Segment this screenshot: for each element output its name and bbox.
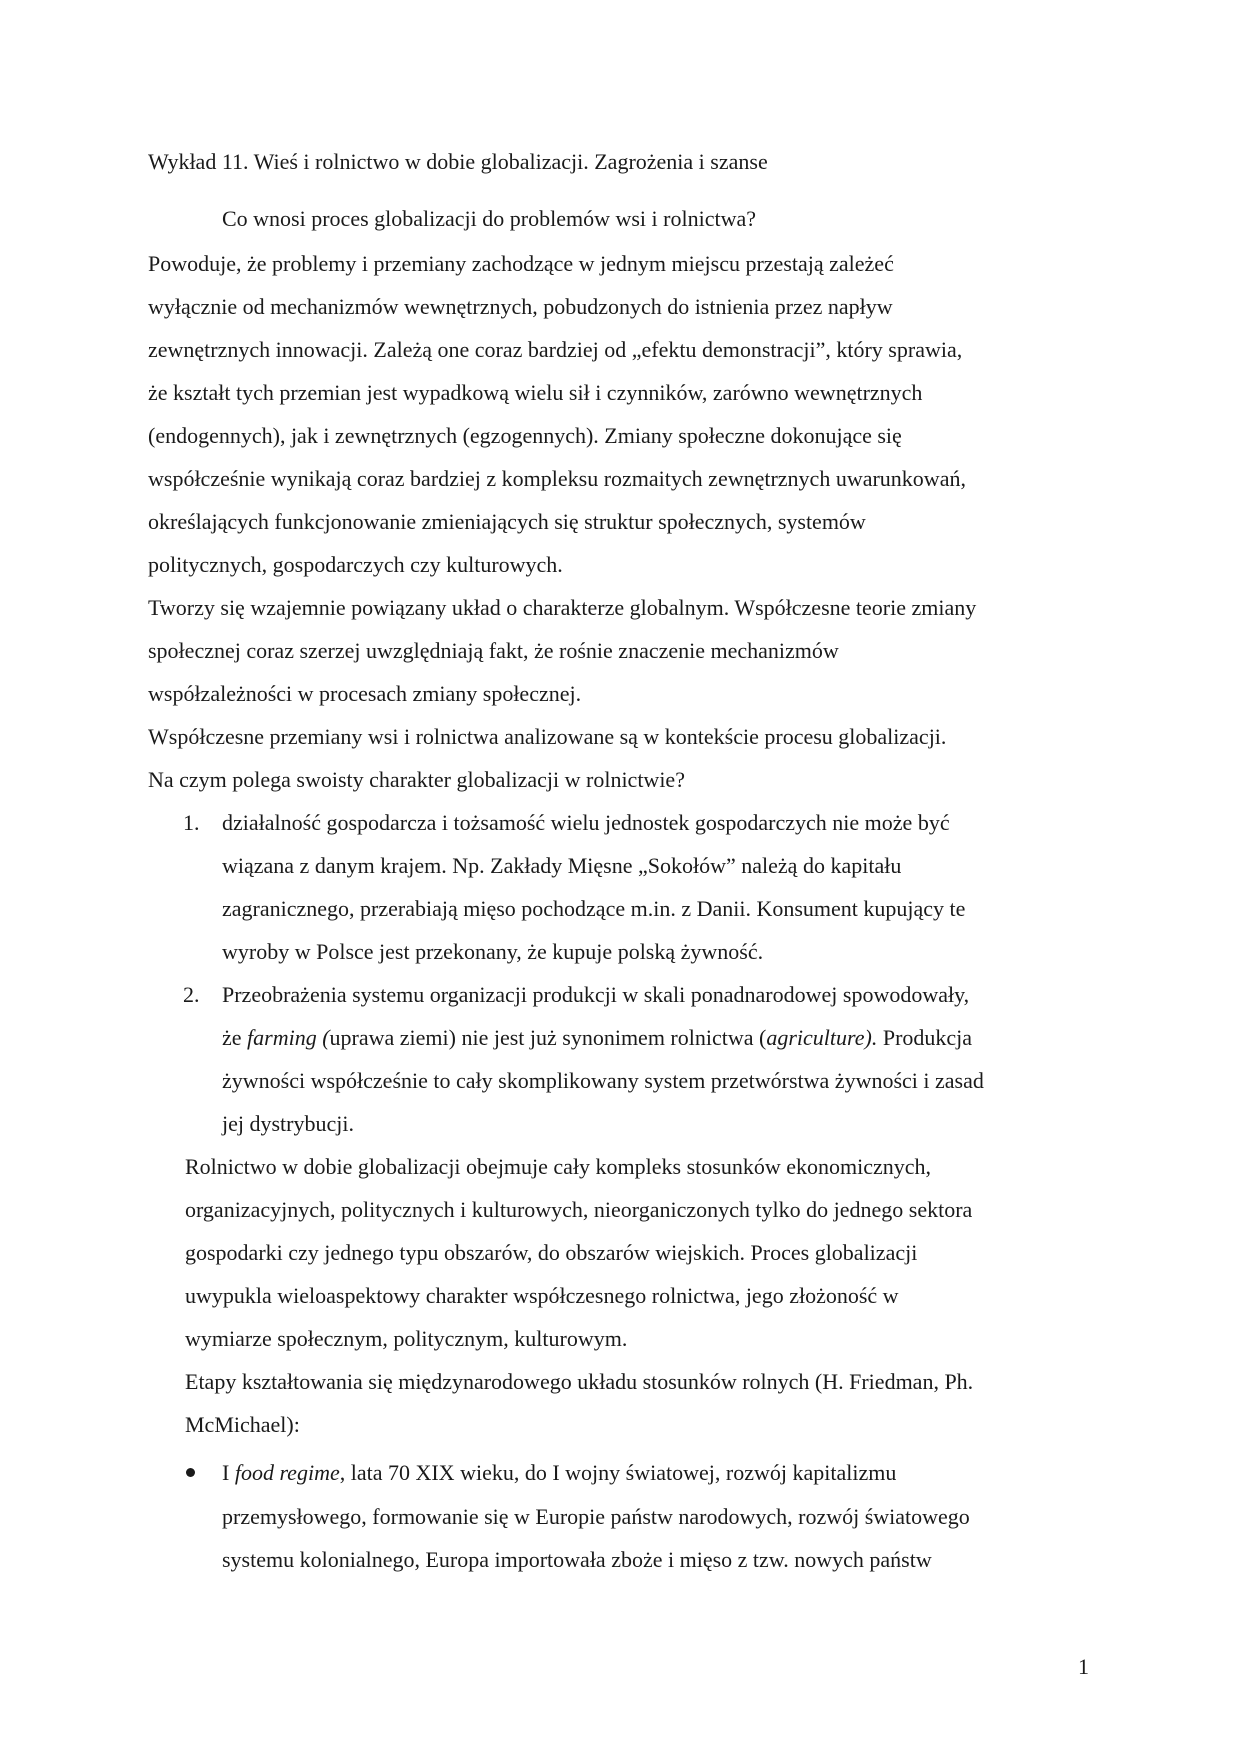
paragraph-line: gospodarki czy jednego typu obszarów, do obszarów wiejskich. Proces globalizacji — [185, 1240, 918, 1265]
paragraph-line: (endogennych), jak i zewnętrznych (egzogennych). Zmiany społeczne dokonujące się — [148, 423, 902, 448]
italic-term: agriculture). — [766, 1025, 878, 1050]
italic-term: farming ( — [247, 1025, 330, 1050]
paragraph-line: Tworzy się wzajemnie powiązany układ o charakterze globalnym. Współczesne teorie zmiany — [148, 595, 977, 620]
bullet-icon — [186, 1468, 195, 1477]
list-item-line: wiązana z danym krajem. Np. Zakłady Mięsne „Sokołów” należą do kapitału — [222, 853, 902, 878]
paragraph-line: McMichael): — [185, 1412, 300, 1437]
bullet-item-line: systemu kolonialnego, Europa importowała zboże i mięso z tzw. nowych państw — [222, 1547, 932, 1572]
lecture-title: Wykład 11. Wieś i rolnictwo w dobie globalizacji. Zagrożenia i szanse — [148, 149, 768, 174]
list-item-line: jej dystrybucji. — [222, 1111, 354, 1136]
list-number: 2. — [183, 982, 200, 1007]
list-item-line: Przeobrażenia systemu organizacji produkcji w skali ponadnarodowej spowodowały, — [222, 982, 970, 1007]
text-span: uprawa ziemi) nie jest już synonimem rolnictwa ( — [329, 1025, 767, 1050]
paragraph-line: organizacyjnych, politycznych i kulturowych, nieorganiczonych tylko do jednego sektora — [185, 1197, 973, 1222]
paragraph-line: Etapy kształtowania się międzynarodowego układu stosunków rolnych (H. Friedman, Ph. — [185, 1369, 974, 1394]
bullet-item-line — [222, 1458, 896, 1488]
italic-term: food regime — [234, 1460, 340, 1485]
text-span: że — [222, 1025, 248, 1050]
paragraph-line: określających funkcjonowanie zmieniających się struktur społecznych, systemów — [148, 509, 866, 534]
paragraph-line: politycznych, gospodarczych czy kulturowych. — [148, 552, 563, 577]
text-span: , lata 70 XIX wieku, do I wojny światowej, rozwój kapitalizmu — [339, 1460, 897, 1485]
paragraph-line: społecznej coraz szerzej uwzględniają fakt, że rośnie znaczenie mechanizmów — [148, 638, 839, 663]
list-item-line: żywności współcześnie to cały skomplikowany system przetwórstwa żywności i zasad — [222, 1068, 984, 1093]
paragraph-line: zewnętrznych innowacji. Zależą one coraz bardziej od „efektu demonstracji”, który sprawia, — [148, 337, 963, 362]
text-span: Produkcja — [877, 1025, 973, 1050]
bullet-item-line: przemysłowego, formowanie się w Europie państw narodowych, rozwój światowego — [222, 1504, 970, 1529]
list-item-line: wyroby w Polsce jest przekonany, że kupuje polską żywność. — [222, 939, 764, 964]
paragraph-line: wyłącznie od mechanizmów wewnętrznych, pobudzonych do istnienia przez napływ — [148, 294, 893, 319]
list-item-line: zagranicznego, przerabiają mięso pochodzące m.in. z Danii. Konsument kupujący te — [222, 896, 966, 921]
list-item-line — [222, 1023, 972, 1053]
paragraph-line: współcześnie wynikają coraz bardziej z kompleksu rozmaitych zewnętrznych uwarunkowań, — [148, 466, 966, 491]
text-span: I — [222, 1460, 235, 1485]
paragraph-line: że kształt tych przemian jest wypadkową wielu sił i czynników, zarówno wewnętrznych — [148, 380, 923, 405]
paragraph-line: Powoduje, że problemy i przemiany zachodzące w jednym miejscu przestają zależeć — [148, 251, 894, 276]
paragraph-line: wymiarze społecznym, politycznym, kulturowym. — [185, 1326, 628, 1351]
list-number: 1. — [183, 810, 200, 835]
paragraph-3: Współczesne przemiany wsi i rolnictwa analizowane są w kontekście procesu globalizacji. — [148, 724, 947, 749]
paragraph-line: uwypukla wieloaspektowy charakter współczesnego rolnictwa, jego złożoność w — [185, 1283, 899, 1308]
list-item-line: działalność gospodarcza i tożsamość wielu jednostek gospodarczych nie może być — [222, 810, 950, 835]
question-2: Na czym polega swoisty charakter globalizacji w rolnictwie? — [148, 767, 685, 792]
page-number: 1 — [1078, 1654, 1089, 1679]
paragraph-line: Rolnictwo w dobie globalizacji obejmuje cały kompleks stosunków ekonomicznych, — [185, 1154, 932, 1179]
question-1: Co wnosi proces globalizacji do problemów wsi i rolnictwa? — [222, 206, 756, 231]
paragraph-line: współzależności w procesach zmiany społecznej. — [148, 681, 582, 706]
